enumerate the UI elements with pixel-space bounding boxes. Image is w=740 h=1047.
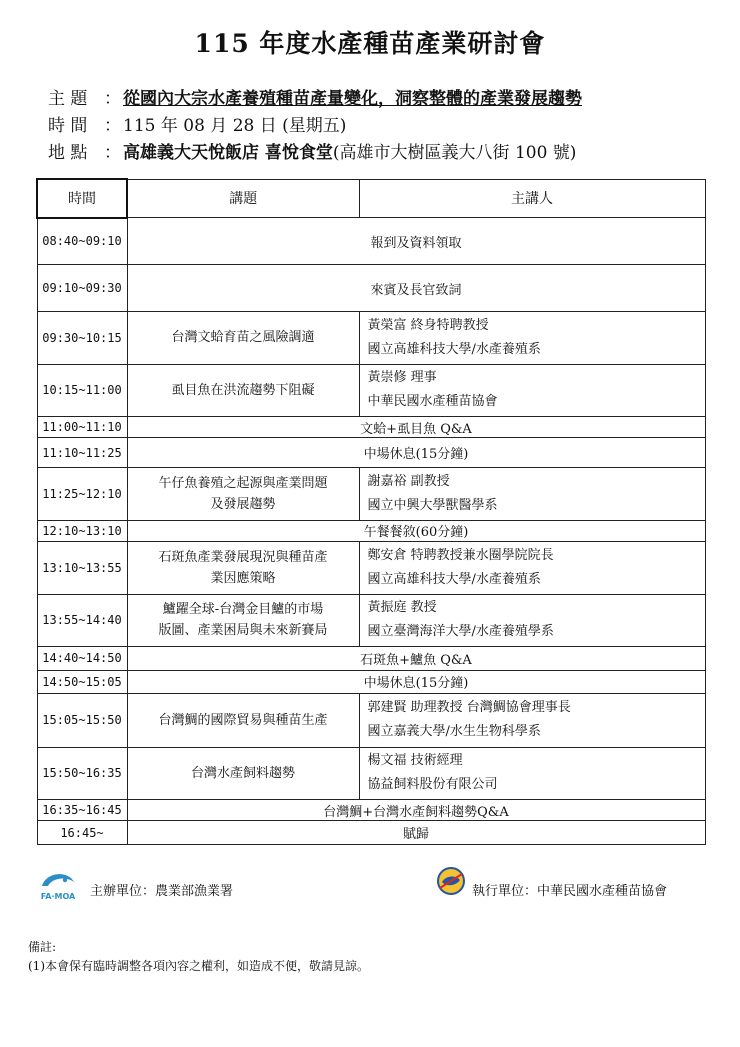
speaker-name: 謝嘉裕 副教授 — [367, 474, 450, 490]
table-row — [37, 694, 705, 747]
session-topic-line: 及發展趨勢 — [210, 497, 276, 513]
session-topic-line: 石斑魚產業發展現況與種苗產 — [158, 549, 328, 565]
session-topic-line: 台灣水產飼料趨勢 — [190, 765, 295, 781]
table-row — [37, 364, 705, 416]
session-time: 14:40~14:50 — [37, 646, 127, 670]
table-row — [37, 821, 705, 845]
session-event: 報到及資料領取 — [127, 218, 705, 265]
session-topic — [127, 542, 359, 594]
session-time: 09:30~10:15 — [37, 312, 127, 364]
info-theme-value: 從國內大宗水產養殖種苗產量變化，洞察整體的產業發展趨勢 — [123, 89, 582, 109]
session-time: 11:10~11:25 — [37, 438, 127, 468]
session-time: 11:25~12:10 — [37, 468, 127, 520]
speaker-affiliation: 中華民國水產種苗協會 — [367, 394, 498, 410]
session-speaker — [359, 542, 705, 594]
session-time: 15:05~15:50 — [37, 694, 127, 747]
speaker-affiliation: 國立高雄科技大學/水產養殖系 — [367, 341, 541, 357]
session-time: 13:55~14:40 — [37, 594, 127, 646]
session-time: 16:45~ — [37, 821, 127, 845]
info-venue-label: 地 點 — [48, 143, 88, 163]
session-speaker — [359, 468, 705, 520]
session-time: 11:00~11:10 — [37, 416, 127, 437]
session-event: 文蛤+虱目魚 Q&A — [127, 416, 705, 437]
speaker-name: 黃崇修 理事 — [367, 370, 437, 386]
fishery-agency-logo — [38, 868, 78, 902]
header-speaker: 主講人 — [359, 179, 705, 218]
page-title: 115 年度水產種苗產業研討會 — [194, 29, 546, 58]
session-topic-line: 版圖、產業困局與未來新賽局 — [158, 623, 328, 639]
table-row — [37, 312, 705, 364]
table-row — [37, 799, 705, 820]
info-time-label: 時 間 — [48, 116, 88, 136]
info-theme-label: 主 題 — [48, 89, 88, 109]
speaker-name: 楊文福 技術經理 — [367, 753, 463, 769]
session-event: 石斑魚+鱸魚 Q&A — [127, 646, 705, 670]
session-topic — [127, 468, 359, 520]
speaker-affiliation: 國立嘉義大學/水生生物科學系 — [367, 724, 541, 740]
table-row — [37, 218, 705, 265]
session-speaker — [359, 694, 705, 747]
info-venue — [48, 138, 576, 163]
session-topic — [127, 694, 359, 747]
notes-item: (1)本會保有臨時調整各項內容之權利，如造成不便，敬請見諒。 — [28, 959, 370, 973]
info-theme-sep: ： — [104, 89, 121, 109]
session-event: 中場休息(15分鐘) — [127, 438, 705, 468]
session-topic-line: 台灣鯛的國際貿易與種苗生產 — [158, 712, 328, 728]
session-time: 16:35~16:45 — [37, 799, 127, 820]
table-row — [37, 542, 705, 594]
fishery-agency-logo-text: FA·MOA — [40, 892, 76, 901]
session-topic — [127, 364, 359, 416]
speaker-name: 黃榮富 終身特聘教授 — [367, 317, 489, 333]
session-speaker — [359, 312, 705, 364]
notes-block — [28, 938, 369, 976]
table-row — [37, 747, 705, 799]
session-topic-line: 業因應策略 — [210, 570, 276, 586]
session-time: 12:10~13:10 — [37, 520, 127, 541]
session-topic — [127, 747, 359, 799]
table-row — [37, 520, 705, 541]
session-topic — [127, 594, 359, 646]
session-event: 午餐餐敘(60分鐘) — [127, 520, 705, 541]
association-logo — [436, 866, 466, 896]
session-event: 中場休息(15分鐘) — [127, 670, 705, 694]
info-venue-name: 高雄義大天悅飯店 喜悅食堂 — [123, 143, 333, 163]
session-speaker — [359, 594, 705, 646]
session-event: 來賓及長官致詞 — [127, 265, 705, 312]
session-event: 賦歸 — [127, 821, 705, 845]
schedule-table — [36, 178, 706, 845]
info-time-value: 115 年 08 月 28 日 (星期五) — [123, 116, 347, 136]
header-time: 時間 — [37, 179, 127, 218]
speaker-affiliation: 國立高雄科技大學/水產養殖系 — [367, 571, 541, 587]
session-topic — [127, 312, 359, 364]
table-row — [37, 646, 705, 670]
session-time: 10:15~11:00 — [37, 364, 127, 416]
info-time — [48, 111, 346, 136]
organizer-text: 主辦單位：農業部漁業署 — [90, 884, 234, 899]
table-row — [37, 265, 705, 312]
speaker-name: 鄭安倉 特聘教授兼水圈學院院長 — [367, 547, 554, 563]
session-topic-line: 鱸躍全球-台灣金目鱸的市場 — [162, 602, 324, 618]
session-topic-line: 虱目魚在洪流趨勢下阻礙 — [171, 382, 315, 398]
session-time: 15:50~16:35 — [37, 747, 127, 799]
session-speaker — [359, 364, 705, 416]
speaker-name: 郭建賢 助理教授 台灣鯛協會理事長 — [367, 700, 571, 716]
table-row — [37, 468, 705, 520]
speaker-affiliation: 國立臺灣海洋大學/水產養殖學系 — [367, 624, 554, 640]
info-venue-address: (高雄市大樹區義大八街 100 號) — [332, 143, 577, 163]
session-speaker — [359, 747, 705, 799]
info-venue-sep: ： — [104, 143, 121, 163]
speaker-affiliation: 協益飼料股份有限公司 — [367, 777, 498, 793]
table-row — [37, 416, 705, 437]
speaker-affiliation: 國立中興大學獸醫學系 — [367, 498, 498, 514]
session-topic-line: 午仔魚養殖之起源與產業問題 — [158, 476, 328, 492]
executor-block — [436, 864, 726, 900]
session-time: 13:10~13:55 — [37, 542, 127, 594]
session-time: 08:40~09:10 — [37, 218, 127, 265]
table-row — [37, 594, 705, 646]
table-row — [37, 438, 705, 468]
notes-heading: 備註: — [28, 940, 57, 954]
table-row — [37, 670, 705, 694]
session-event: 台灣鯛+台灣水產飼料趨勢Q&A — [127, 799, 705, 820]
header-topic: 講題 — [127, 179, 359, 218]
info-theme — [48, 84, 582, 109]
session-time: 09:10~09:30 — [37, 265, 127, 312]
table-header-row — [37, 179, 705, 218]
info-time-sep: ： — [104, 116, 121, 136]
session-time: 14:50~15:05 — [37, 670, 127, 694]
executor-text: 執行單位：中華民國水產種苗協會 — [472, 884, 668, 899]
session-topic-line: 台灣文蛤育苗之風險調適 — [171, 330, 315, 346]
speaker-name: 黃振庭 教授 — [367, 600, 437, 616]
